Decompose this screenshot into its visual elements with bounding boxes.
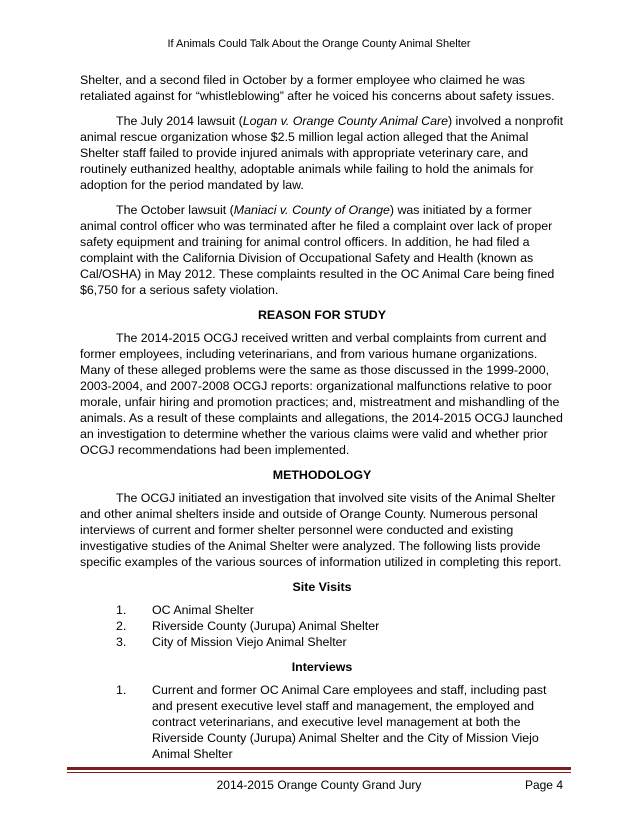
paragraph-maniaci-lawsuit bbox=[80, 202, 564, 298]
case-name-italic: Logan v. Orange County Animal Care bbox=[242, 114, 448, 128]
footer-rule bbox=[67, 767, 571, 770]
list-number: 1. bbox=[116, 603, 127, 617]
running-header: If Animals Could Talk About the Orange County Animal Shelter bbox=[167, 38, 471, 50]
list-item bbox=[80, 682, 564, 762]
paragraph-text: ) involved a nonprofit animal rescue organization whose $2.5 million legal action alleged that the Animal Shelter staff failed to provide injured animals with appropriate veterinary care, and routinely euthanized healthy, adoptable animals while failing to hold the animals for adoption for the period mandated by law. bbox=[80, 114, 564, 192]
subheading-interviews: Interviews bbox=[291, 660, 353, 674]
paragraph-methodology: The OCGJ initiated an investigation that involved site visits of the Animal Shelter and other animal shelters inside and outside of Orange County. Numerous personal interviews of current and former shelter personnel were conducted and existing investigative studies of the Animal Shelter were analyzed. The following lists provide specific examples of the various sources of information utilized in completing this report. bbox=[80, 491, 562, 569]
section-heading-methodology: METHODOLOGY bbox=[272, 468, 372, 482]
list-number: 3. bbox=[116, 635, 127, 649]
footer-title: 2014-2015 Orange County Grand Jury bbox=[216, 778, 422, 792]
case-name-italic: Maniaci v. County of Orange bbox=[233, 203, 390, 217]
page-number: Page 4 bbox=[524, 778, 563, 792]
list-number: 2. bbox=[116, 619, 127, 633]
list-text: OC Animal Shelter bbox=[152, 603, 254, 617]
list-text: City of Mission Viejo Animal Shelter bbox=[152, 635, 347, 649]
paragraph-logan-lawsuit bbox=[80, 113, 564, 193]
footer-rule-thin bbox=[67, 772, 571, 773]
list-text: Current and former OC Animal Care employees and staff, including past and present executive level staff and management, the employed and contract veterinarians, and executive level management at both the Riverside County (Jurupa) Animal Shelter and the City of Mission Viejo Animal Shelter bbox=[152, 683, 547, 761]
list-text: Riverside County (Jurupa) Animal Shelter bbox=[152, 619, 380, 633]
paragraph-text: The July 2014 lawsuit ( bbox=[116, 114, 243, 128]
site-visits-list bbox=[80, 602, 564, 650]
paragraph-text: ) was initiated by a former animal control officer who was terminated after he filed a complaint over lack of proper safety equipment and training for animal control officers. In addition, he had filed a complaint with the California Division of Occupational Safety and Health (known as Cal/OSHA) in May 2012. These complaints resulted in the OC Animal Care being fined $6,750 for a serious safety violation. bbox=[80, 203, 555, 297]
subheading-site-visits: Site Visits bbox=[292, 580, 352, 594]
list-item bbox=[80, 634, 564, 650]
list-number: 1. bbox=[116, 683, 127, 697]
interviews-list bbox=[80, 682, 564, 762]
page-body bbox=[80, 72, 564, 762]
paragraph-continuation: Shelter, and a second filed in October by a former employee who claimed he was retaliated against for “whistleblowing” after he voiced his concerns about safety issues. bbox=[80, 73, 555, 103]
list-item bbox=[80, 618, 564, 634]
paragraph-text: The October lawsuit ( bbox=[116, 203, 234, 217]
paragraph-reason: The 2014-2015 OCGJ received written and verbal complaints from current and former employees, including veterinarians, and from various humane organizations. Many of these alleged problems were the same as those discussed in the 1999-2000, 2003-2004, and 2007-2008 OCGJ reports: organizational malfunctions relative to poor morale, unfair hiring and promotion practices; and, mistreatment and mishandling of the animals. As a result of these complaints and allegations, the 2014-2015 OCGJ launched an investigation to determine whether the various claims were valid and whether prior OCGJ recommendations had been implemented. bbox=[80, 331, 563, 457]
section-heading-reason: REASON FOR STUDY bbox=[257, 308, 387, 322]
list-item bbox=[80, 602, 564, 618]
